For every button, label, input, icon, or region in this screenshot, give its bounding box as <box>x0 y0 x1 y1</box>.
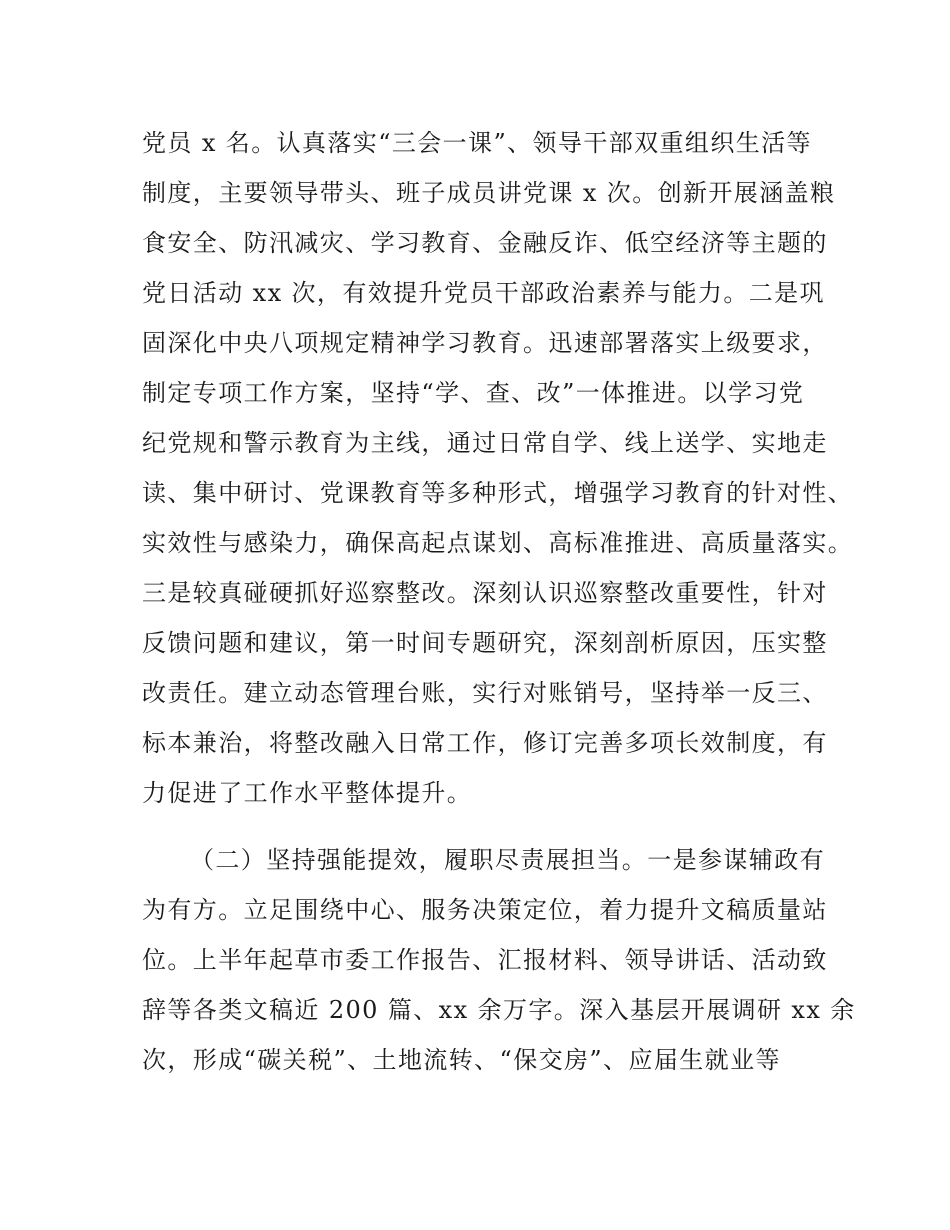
text-line: 制定专项工作方案，坚持“学、查、改”一体推进。以学习党 <box>142 379 805 407</box>
text-line: 次，形成“碳关税”、土地流转、“保交房”、应届生就业等 <box>142 1046 781 1074</box>
text-line: 纪党规和警示教育为主线，通过日常自学、线上送学、实地走 <box>142 429 828 457</box>
text-line: 为有方。立足围绕中心、服务决策定位，着力提升文稿质量站 <box>142 896 828 924</box>
text-line: 食安全、防汛减灾、学习教育、金融反诈、低空经济等主题的 <box>142 229 828 257</box>
text-line: 力促进了工作水平整体提升。 <box>142 779 473 807</box>
text-line: 改责任。建立动态管理台账，实行对账销号，坚持举一反三、 <box>142 679 828 707</box>
text-line: 反馈问题和建议，第一时间专题研究，深刻剖析原因，压实整 <box>142 629 828 657</box>
text-line: 辞等各类文稿近 200 篇、xx 余万字。深入基层开展调研 xx 余 <box>142 996 856 1024</box>
text-line: 党日活动 xx 次，有效提升党员干部政治素养与能力。二是巩 <box>142 279 825 307</box>
text-line: 制度，主要领导带头、班子成员讲党课 x 次。创新开展涵盖粮 <box>142 179 836 207</box>
text-line: 党员 x 名。认真落实“三会一课”、领导干部双重组织生活等 <box>142 129 812 157</box>
text-line: 读、集中研讨、党课教育等多种形式，增强学习教育的针对性、 <box>142 479 854 507</box>
text-line: 标本兼治，将整改融入日常工作，修订完善多项长效制度，有 <box>142 729 828 757</box>
text-line: 固深化中央八项规定精神学习教育。迅速部署落实上级要求， <box>142 329 828 357</box>
text-line: 实效性与感染力，确保高起点谋划、高标准推进、高质量落实。 <box>142 529 854 557</box>
text-line: （二）坚持强能提效，履职尽责展担当。一是参谋辅政有 <box>190 846 825 874</box>
text-line: 位。上半年起草市委工作报告、汇报材料、领导讲话、活动致 <box>142 946 828 974</box>
text-line: 三是较真碰硬抓好巡察整改。深刻认识巡察整改重要性，针对 <box>142 579 828 607</box>
